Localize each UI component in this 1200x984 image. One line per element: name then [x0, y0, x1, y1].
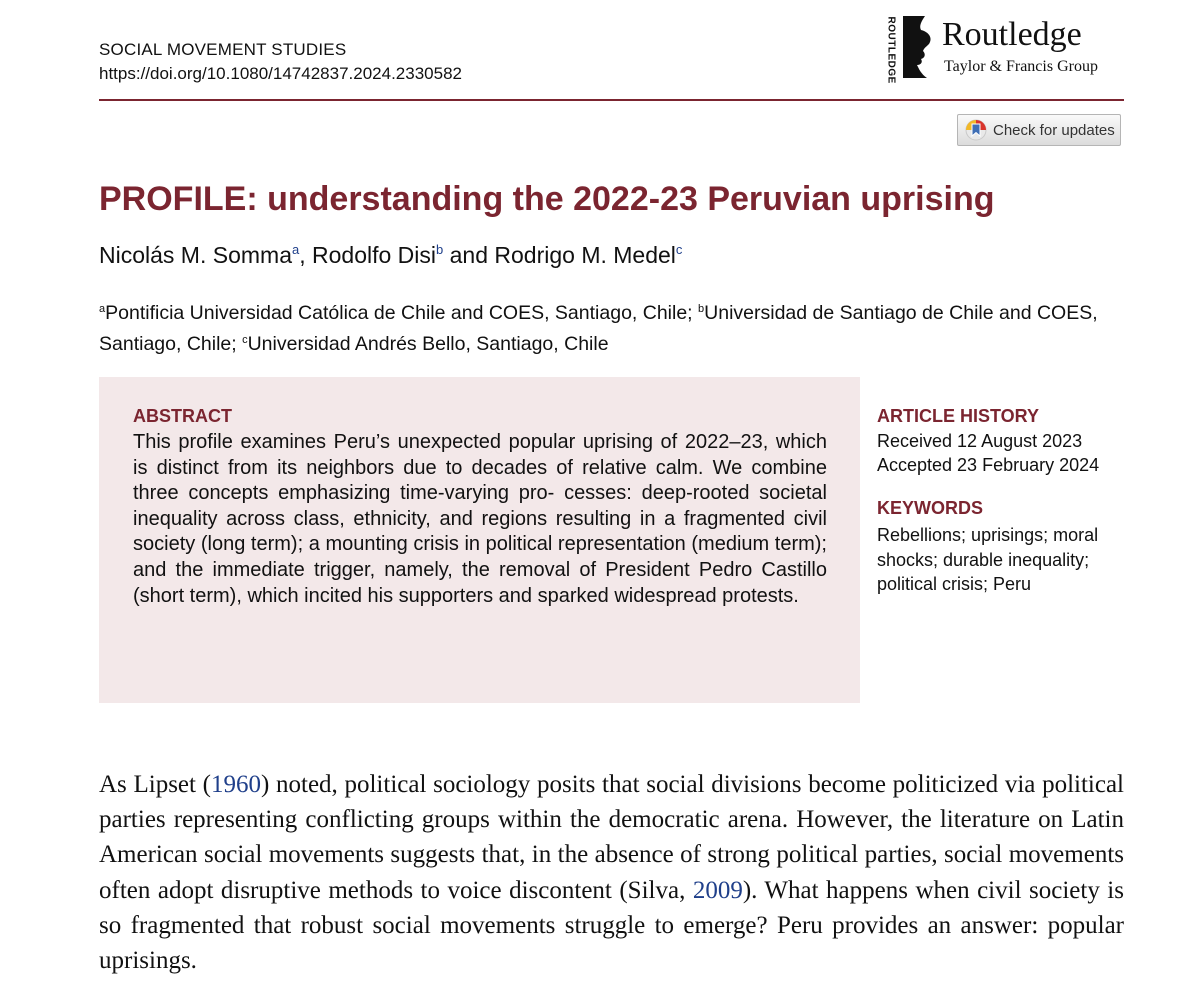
abstract-heading: ABSTRACT	[133, 406, 232, 426]
publisher-name: Routledge	[942, 16, 1082, 53]
received-date: Received 12 August 2023	[877, 431, 1083, 451]
author-list	[99, 242, 682, 269]
affiliation-marker: c	[675, 242, 683, 257]
affiliation-marker: b	[436, 242, 444, 257]
author-name[interactable]: Nicolás M. Somma	[99, 242, 292, 268]
publisher-group: Taylor & Francis Group	[944, 58, 1098, 75]
affiliation-marker: a	[99, 303, 106, 315]
affiliations	[99, 296, 1129, 358]
accepted-date: Accepted 23 February 2024	[877, 455, 1100, 475]
body-paragraph: As Lipset (1960) noted, political sociology posits that social divisions become politicized via political parties representing conflicting groups within the democratic arena. However, the literature on Latin American social movements suggests that, in the absence of strong political parties, social movements often adopt disruptive methods to voice discontent (Silva, 2009). What happens when civil society is so fragmented that robust social movements struggle to emerge? Peru provides an answer: popular uprisings.	[99, 771, 1124, 975]
citation-link-silva[interactable]: 2009	[692, 876, 743, 904]
author-separator: ,	[299, 242, 312, 268]
routledge-profile-icon	[899, 14, 935, 80]
citation-link-lipset[interactable]: 1960	[210, 771, 261, 798]
affiliation-text: Pontificia Universidad Católica de Chile and COES, Santiago, Chile;	[105, 302, 699, 324]
affiliation-marker: c	[242, 334, 248, 346]
article-history-heading: ARTICLE HISTORY	[877, 406, 1040, 426]
affiliation-text: Universidad de Santiago de Chile and COES, Santiago, Chile;	[99, 302, 1098, 355]
routledge-vertical-label: ROUTLEDGE	[885, 16, 897, 84]
affiliation-marker: b	[698, 303, 705, 315]
keywords-heading: KEYWORDS	[877, 498, 984, 518]
affiliation-marker: a	[291, 242, 300, 257]
affiliation-text: Universidad Andrés Bello, Santiago, Chile	[247, 333, 609, 355]
author-name[interactable]: Rodrigo M. Medel	[494, 242, 676, 268]
article-title: PROFILE: understanding the 2022-23 Peruvian uprising	[99, 180, 995, 218]
journal-name: SOCIAL MOVEMENT STUDIES	[99, 40, 347, 59]
author-separator: and	[443, 242, 495, 268]
publisher-logo[interactable]	[884, 14, 1124, 84]
keywords-list: Rebellions; uprisings; moral shocks; durable inequality; political crisis; Peru	[877, 525, 1099, 594]
check-for-updates-button[interactable]	[957, 114, 1121, 146]
check-for-updates-label: Check for updates	[993, 121, 1115, 139]
crossmark-icon	[965, 119, 987, 141]
header-divider	[99, 99, 1124, 101]
doi-link[interactable]: https://doi.org/10.1080/14742837.2024.2330582	[99, 64, 462, 83]
abstract-text: This profile examines Peru’s unexpected popular uprising of 2022–23, which is distinct from its neighbors due to decades of relative calm. We combine three concepts emphasizing time-varying pro- cesses: deep-rooted societal inequality across class, ethnicity, and regions resulting in a fragmented civil society (long term); a mounting crisis in political representation (medium term); and the immediate trigger, namely, the removal of President Pedro Castillo (short term), which incited his supporters and sparked widespread protests.	[133, 431, 827, 607]
author-name[interactable]: Rodolfo Disi	[312, 242, 436, 268]
